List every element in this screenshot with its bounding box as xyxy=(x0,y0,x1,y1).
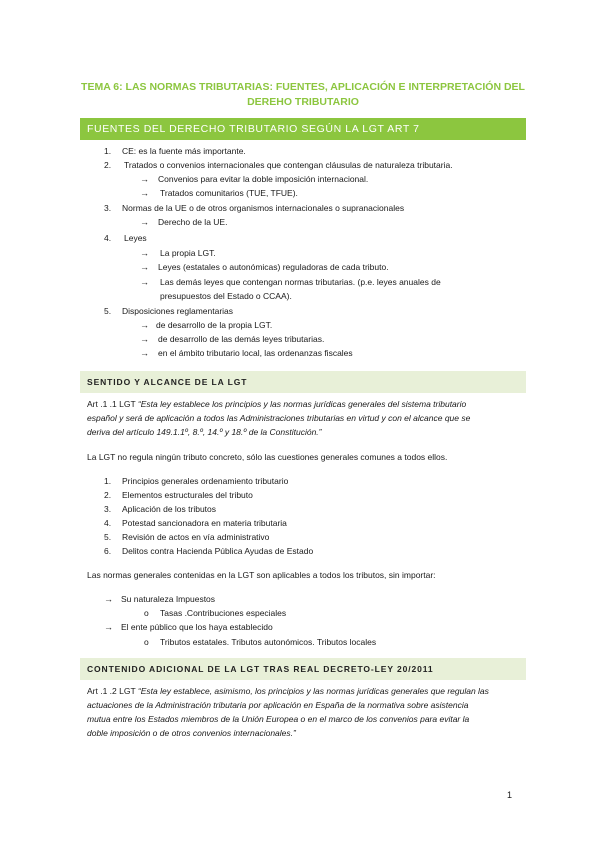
section-heading-sentido: SENTIDO Y ALCANCE DE LA LGT xyxy=(80,371,526,393)
paragraph: La LGT no regula ningún tributo concreto, sólo las cuestiones generales comunes a todos ellos. xyxy=(87,452,448,462)
list-item: Principios generales ordenamiento tributario xyxy=(122,476,289,486)
arrow-icon: → xyxy=(140,217,149,227)
article-quote xyxy=(87,684,517,740)
page-number: 1 xyxy=(507,790,513,800)
article-ref: Art .1 .2 LGT xyxy=(87,686,136,696)
sub-item: en el ámbito tributario local, las ordenanzas fiscales xyxy=(158,348,353,358)
sub-item: Derecho de la UE. xyxy=(158,217,228,227)
bullet-item: El ente público que los haya establecido xyxy=(121,622,273,632)
arrow-icon: → xyxy=(140,320,149,330)
section-heading-fuentes: FUENTES DEL DERECHO TRIBUTARIO SEGÚN LA LGT ART 7 xyxy=(80,118,526,140)
document-title: TEMA 6: LAS NORMAS TRIBUTARIAS: FUENTES, APLICACIÓN E INTERPRETACIÓN DEL DEREHO TRIBUTARIO xyxy=(81,81,525,108)
sub-item: Leyes (estatales o autonómicas) reguladoras de cada tributo. xyxy=(158,262,389,272)
list-number: 2. xyxy=(104,490,112,500)
list-item: Revisión de actos en vía administrativo xyxy=(122,532,270,542)
circle-bullet-icon: o xyxy=(144,608,149,618)
arrow-icon: → xyxy=(140,174,149,184)
arrow-icon: → xyxy=(140,188,149,198)
arrow-icon: → xyxy=(140,334,149,344)
list-number: 3. xyxy=(104,504,112,514)
list-item: Potestad sancionadora en materia tributaria xyxy=(122,518,287,528)
quote-line: mutua entre los Estados miembros de la Unión Europea o en el marco de los convenios para evitar la xyxy=(87,714,470,724)
quote-line: “Esta ley establece, asimismo, los principios y las normas jurídicas generales que regulan las xyxy=(137,686,489,696)
sub-item: de desarrollo de la propia LGT. xyxy=(156,320,273,330)
list-item: Aplicación de los tributos xyxy=(122,504,217,514)
sub-item: de desarrollo de las demás leyes tributarias. xyxy=(158,334,325,344)
sub-item: Tributos estatales. Tributos autonómicos. Tributos locales xyxy=(160,637,377,647)
list-item: Elementos estructurales del tributo xyxy=(122,490,253,500)
list-item: Normas de la UE o de otros organismos internacionales o supranacionales xyxy=(122,203,405,213)
quote-line: “Esta ley establece los principios y las normas jurídicas generales del sistema tributario xyxy=(137,399,467,409)
arrow-icon: → xyxy=(104,594,113,604)
quote-line: español y será de aplicación a todos las Administraciones tributarias en virtud y con el alcance que se xyxy=(87,413,471,423)
list-item: Leyes xyxy=(124,233,147,243)
list-item: CE: es la fuente más importante. xyxy=(122,146,246,156)
sub-item: Tasas .Contribuciones especiales xyxy=(160,608,287,618)
quote-line: doble imposición o de otros convenios internacionales.” xyxy=(87,728,296,738)
list-number: 5. xyxy=(104,532,112,542)
arrow-icon: → xyxy=(104,622,113,632)
article-ref: Art .1 .1 LGT xyxy=(87,399,136,409)
arrow-icon: → xyxy=(140,348,149,358)
list-number: 4. xyxy=(104,233,112,243)
list-number: 1. xyxy=(104,476,112,486)
list-number: 2. xyxy=(104,160,112,170)
list-number: 6. xyxy=(104,546,112,556)
list-number: 3. xyxy=(104,203,112,213)
list-number: 1. xyxy=(104,146,112,156)
list-item: Disposiciones reglamentarias xyxy=(122,306,234,316)
list-item: Tratados o convenios internacionales que contengan cláusulas de naturaleza tributaria. xyxy=(124,160,453,170)
circle-bullet-icon: o xyxy=(144,637,149,647)
arrow-icon: → xyxy=(140,277,149,287)
quote-line: deriva del artículo 149.1.1º, 8.º, 14.º y 18.º de la Constitución.” xyxy=(87,427,322,437)
section-heading-contenido: CONTENIDO ADICIONAL DE LA LGT TRAS REAL DECRETO-LEY 20/2011 xyxy=(80,658,526,680)
quote-line: actuaciones de la Administración tributaria por aplicación en España de la normativa sobre asistencia xyxy=(87,700,469,710)
list-number: 5. xyxy=(104,306,112,316)
sub-item: Tratados comunitarios (TUE, TFUE). xyxy=(160,188,298,198)
sub-item: Las demás leyes que contengan normas tributarias. (p.e. leyes anuales de xyxy=(160,277,441,287)
bullet-item: Su naturaleza Impuestos xyxy=(121,594,216,604)
sub-item-continuation: presupuestos del Estado o CCAA). xyxy=(160,291,292,301)
sub-item: La propia LGT. xyxy=(160,248,216,258)
article-quote xyxy=(87,397,517,439)
list-number: 4. xyxy=(104,518,112,528)
arrow-icon: → xyxy=(140,248,149,258)
arrow-icon: → xyxy=(140,262,149,272)
paragraph: Las normas generales contenidas en la LGT son aplicables a todos los tributos, sin importar: xyxy=(87,570,436,580)
list-item: Delitos contra Hacienda Pública Ayudas de Estado xyxy=(122,546,314,556)
sub-item: Convenios para evitar la doble imposición internacional. xyxy=(158,174,369,184)
